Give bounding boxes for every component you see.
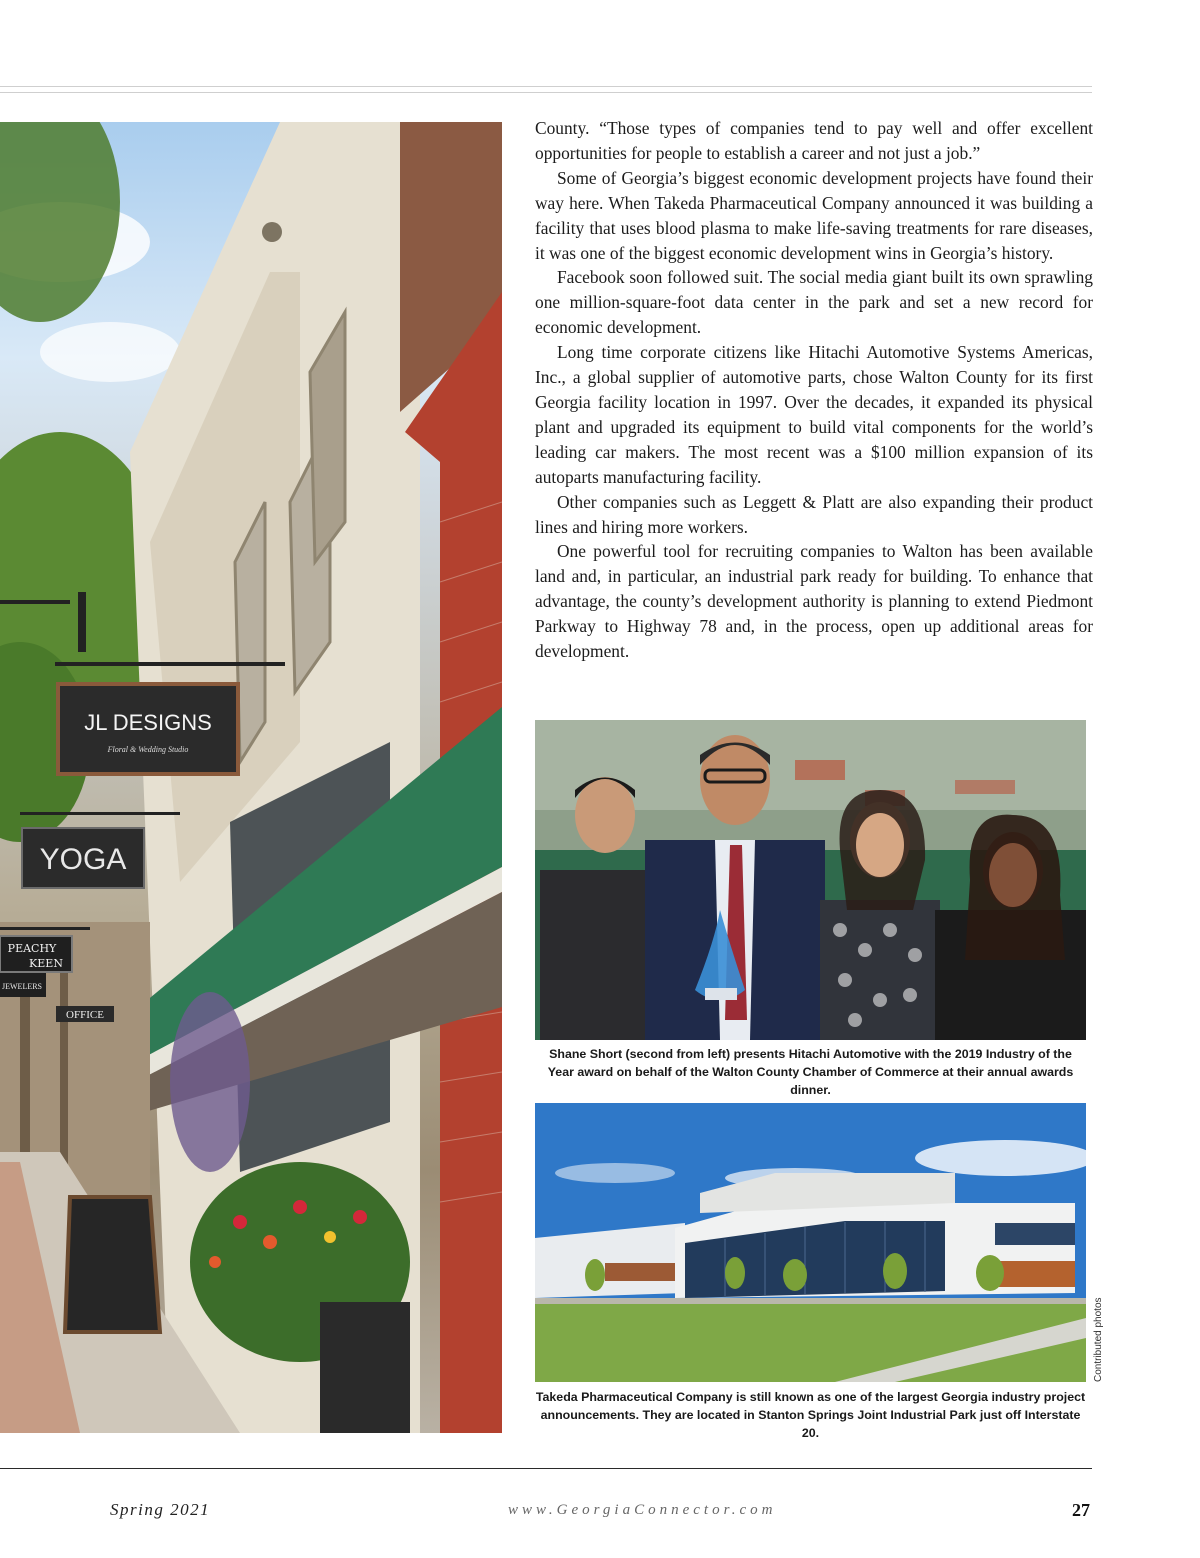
jl-designs-sign: JL DESIGNS [84, 710, 212, 735]
article-body [535, 116, 1093, 664]
article-paragraph: One powerful tool for recruiting companies to Walton has been available land and, in particular, an industrial park ready for building. To enhance that advantage, the county’s development authority is planning to extend Piedmont Parkway to Highway 78 and, in the process, open up additional areas for development. [535, 541, 1093, 662]
jewelers-sign: JEWELERS [2, 982, 42, 991]
article-paragraph: Other companies such as Leggett & Platt are also expanding their product lines and hiring more workers. [535, 491, 1093, 537]
top-rule-secondary [0, 92, 1092, 93]
awards-ceremony-photo [535, 720, 1086, 1040]
awards-photo-caption: Shane Short (second from left) presents Hitachi Automotive with the 2019 Industry of the Year award on behalf of the Walton County Chamber of Commerce at their annual awards dinner. [547, 1047, 1074, 1097]
photo-credit: Contributed photos [1093, 1297, 1104, 1382]
article-paragraph: Some of Georgia’s biggest economic development projects have found their way here. When Takeda Pharmaceutical Company announced it was building a facility that uses blood plasma to make life-saving treatments for rare diseases, it was one of the biggest economic development wins in Georgia’s history. [535, 167, 1093, 263]
footer-issue-season: Spring 2021 [110, 1500, 211, 1519]
keen-sign: KEEN [29, 957, 63, 970]
office-sign: OFFICE [66, 1009, 104, 1021]
yoga-sign: YOGA [39, 843, 127, 876]
takeda-photo-caption: Takeda Pharmaceutical Company is still known as one of the largest Georgia industry project announcements. They are located in Stanton Springs Joint Industrial Park just off Interstate 20. [535, 1390, 1086, 1440]
downtown-street-photo [0, 122, 502, 1433]
article-paragraph: Long time corporate citizens like Hitachi Automotive Systems Americas, Inc., a global supplier of automotive parts, chose Walton County for its first Georgia facility location in 1997. Over the decades, it expanded its physical plant and upgraded its equipment to build vital components for the world’s leading car makers. The most recent was a $100 million expansion of its autoparts manufacturing facility. [535, 342, 1093, 487]
footer-rule [0, 1468, 1092, 1469]
article-paragraph: Facebook soon followed suit. The social media giant built its own sprawling one million-square-foot data center in the park and set a new record for economic development. [535, 267, 1093, 338]
top-rule [0, 86, 1092, 87]
takeda-facility-photo [535, 1103, 1086, 1382]
page-number: 27 [1072, 1500, 1090, 1520]
article-paragraph: County. “Those types of companies tend to pay well and offer excellent opportunities for people to establish a career and not just a job.” [535, 118, 1093, 163]
peachy-sign: PEACHY [7, 942, 57, 955]
jl-designs-subtitle: Floral & Wedding Studio [107, 745, 189, 754]
footer-website: www.GeorgiaConnector.com [508, 1502, 777, 1518]
